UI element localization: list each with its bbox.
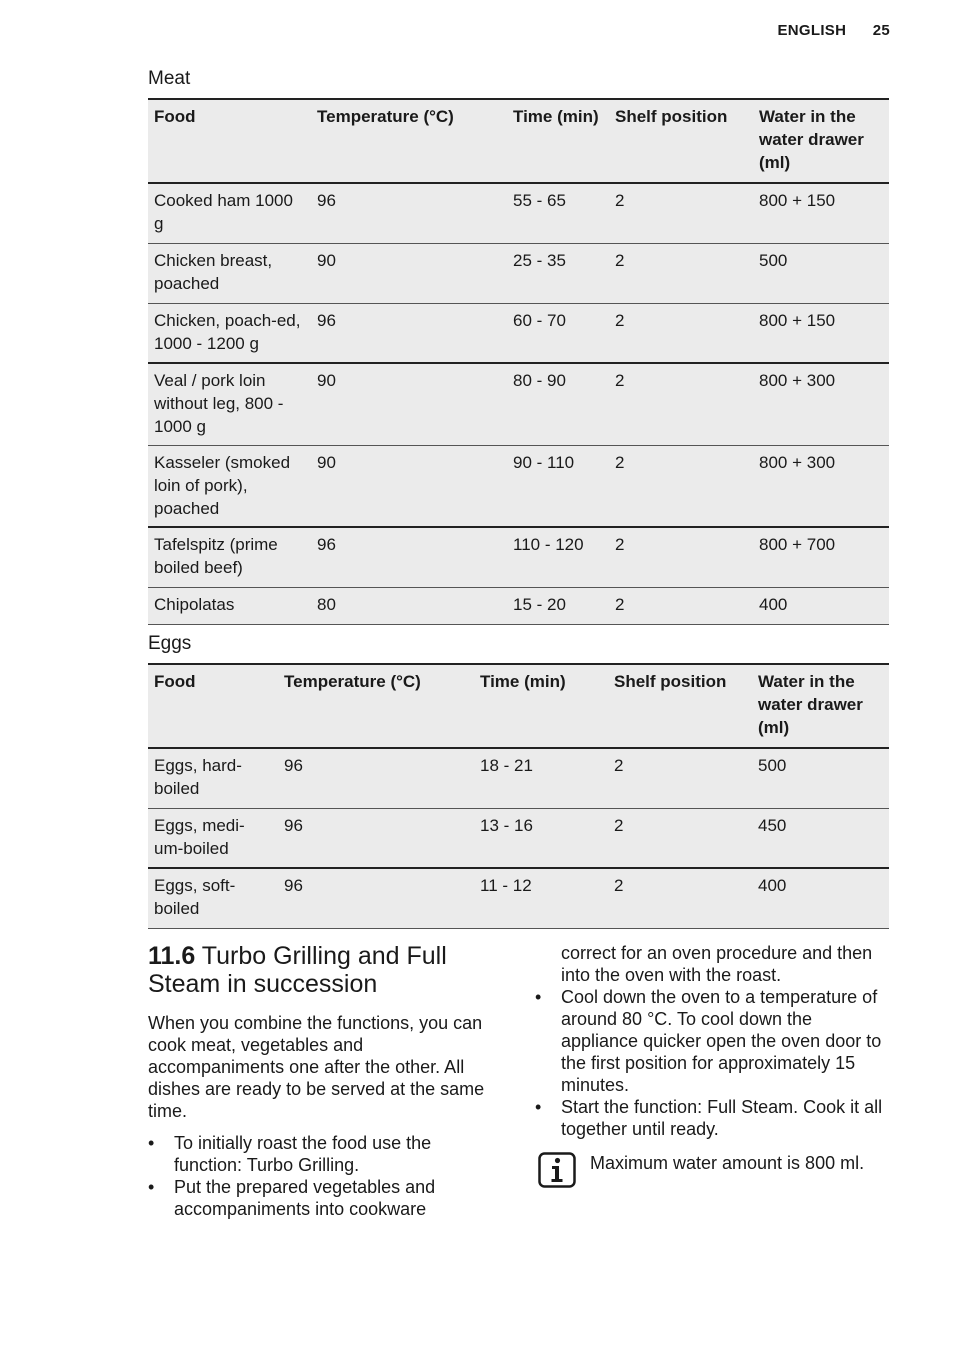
- table-cell: Eggs, medi-um-boiled: [148, 808, 278, 868]
- bullet-list: [148, 1132, 498, 1220]
- table-cell: 800 + 300: [753, 445, 889, 527]
- section-number: 11.6: [148, 942, 196, 970]
- table-cell: 13 - 16: [474, 808, 608, 868]
- table-row: [148, 748, 889, 808]
- eggs-table: [148, 663, 889, 929]
- table-cell: 450: [752, 808, 889, 868]
- bullet-icon: •: [148, 1133, 155, 1153]
- list-item-continued: correct for an oven procedure and then into the oven with the roast.: [561, 943, 873, 985]
- table-cell: 2: [609, 183, 753, 243]
- table-cell: 500: [753, 243, 889, 303]
- list-item-text: Cool down the oven to a temperature of around 80 °C. To cool down the appliance quicker open the oven door to the first position for approximately 15 minutes.: [561, 987, 882, 1095]
- list-item-text: To initially roast the food use the function: Turbo Grilling.: [174, 1133, 432, 1175]
- section-left-column: [148, 942, 498, 1220]
- table-cell: Kasseler (smoked loin of pork), poached: [148, 445, 311, 527]
- column-header: Time (min): [474, 664, 608, 748]
- table-cell: 2: [609, 303, 753, 363]
- table-header-row: [148, 99, 889, 183]
- table-row: [148, 303, 889, 363]
- table-cell: 90 - 110: [507, 445, 609, 527]
- table-cell: 2: [609, 445, 753, 527]
- table-cell: 90: [311, 243, 507, 303]
- info-note-text: Maximum water amount is 800 ml.: [590, 1153, 865, 1173]
- list-item: [148, 1176, 498, 1220]
- table-cell: 18 - 21: [474, 748, 608, 808]
- table-cell: 60 - 70: [507, 303, 609, 363]
- section-heading: [148, 942, 498, 998]
- bullet-icon: •: [148, 1177, 155, 1197]
- table-cell: 400: [753, 587, 889, 624]
- info-icon: [538, 1152, 576, 1188]
- table-row: [148, 587, 889, 624]
- column-header: Food: [148, 99, 311, 183]
- table-cell: 96: [278, 808, 474, 868]
- column-header: Water in the water drawer (ml): [752, 664, 889, 748]
- language-label: ENGLISH: [777, 22, 847, 39]
- table-row: [148, 868, 889, 928]
- table-cell: 500: [752, 748, 889, 808]
- info-note: [535, 1152, 891, 1202]
- list-item: [535, 1096, 891, 1140]
- table-row: [148, 363, 889, 445]
- table-cell: 800 + 300: [753, 363, 889, 445]
- table-cell: 90: [311, 445, 507, 527]
- table-cell: 96: [278, 868, 474, 928]
- column-header: Food: [148, 664, 278, 748]
- column-header: Temperature (°C): [311, 99, 507, 183]
- page-number: 25: [872, 22, 890, 39]
- table-cell: 90: [311, 363, 507, 445]
- list-item: [148, 1132, 498, 1176]
- table-cell: 2: [609, 363, 753, 445]
- meat-table-label: Meat: [148, 68, 191, 89]
- table-cell: Veal / pork loin without leg, 800 - 1000 g: [148, 363, 311, 445]
- table-cell: Chicken breast, poached: [148, 243, 311, 303]
- table-cell: 15 - 20: [507, 587, 609, 624]
- table-cell: Chipolatas: [148, 587, 311, 624]
- table-cell: 2: [609, 527, 753, 587]
- table-cell: Eggs, soft-boiled: [148, 868, 278, 928]
- bullet-icon: •: [535, 987, 542, 1007]
- list-item: [535, 986, 891, 1096]
- table-cell: 80: [311, 587, 507, 624]
- column-header: Temperature (°C): [278, 664, 474, 748]
- bullet-list: [535, 986, 891, 1140]
- table-cell: 25 - 35: [507, 243, 609, 303]
- table-cell: 800 + 700: [753, 527, 889, 587]
- table-cell: 11 - 12: [474, 868, 608, 928]
- table-cell: 2: [608, 808, 752, 868]
- column-header: Shelf position: [608, 664, 752, 748]
- table-cell: 800 + 150: [753, 303, 889, 363]
- table-row: [148, 527, 889, 587]
- list-item-text: Put the prepared vegetables and accompaniments into cookware: [174, 1177, 436, 1219]
- table-cell: 2: [608, 748, 752, 808]
- column-header: Shelf position: [609, 99, 753, 183]
- table-cell: 96: [311, 527, 507, 587]
- table-row: [148, 445, 889, 527]
- table-cell: 2: [608, 868, 752, 928]
- table-cell: 80 - 90: [507, 363, 609, 445]
- section-right-column: [535, 942, 891, 1202]
- table-cell: Chicken, poach-ed, 1000 - 1200 g: [148, 303, 311, 363]
- table-header-row: [148, 664, 889, 748]
- table-cell: 2: [609, 587, 753, 624]
- table-cell: 55 - 65: [507, 183, 609, 243]
- table-cell: Tafelspitz (prime boiled beef): [148, 527, 311, 587]
- meat-table: [148, 98, 889, 625]
- table-cell: 110 - 120: [507, 527, 609, 587]
- column-header: Water in the water drawer (ml): [753, 99, 889, 183]
- page-header: [777, 22, 890, 39]
- table-row: [148, 243, 889, 303]
- section-intro: When you combine the functions, you can cook meat, vegetables and accompaniments one after the other. All dishes are ready to be served at the same time.: [148, 1013, 485, 1121]
- table-cell: 96: [311, 183, 507, 243]
- table-cell: Eggs, hard-boiled: [148, 748, 278, 808]
- table-cell: 800 + 150: [753, 183, 889, 243]
- table-cell: 96: [311, 303, 507, 363]
- bullet-icon: •: [535, 1097, 542, 1117]
- table-cell: Cooked ham 1000 g: [148, 183, 311, 243]
- list-item-text: Start the function: Full Steam. Cook it all together until ready.: [561, 1097, 883, 1139]
- table-cell: 2: [609, 243, 753, 303]
- column-header: Time (min): [507, 99, 609, 183]
- table-cell: 400: [752, 868, 889, 928]
- table-row: [148, 183, 889, 243]
- table-cell: 96: [278, 748, 474, 808]
- table-row: [148, 808, 889, 868]
- section-title: Turbo Grilling and Full Steam in succession: [148, 942, 447, 998]
- eggs-table-label: Eggs: [148, 633, 192, 654]
